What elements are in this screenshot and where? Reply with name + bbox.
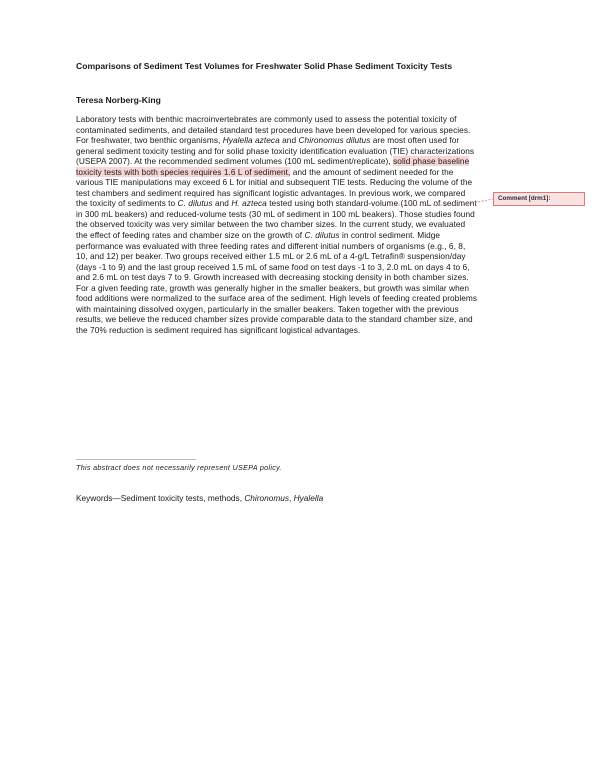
keywords-lead: Keywords—Sediment toxicity tests, methods, [76, 493, 245, 503]
comment-label: Comment [drm1]: [498, 195, 551, 202]
footnote-text: This abstract does not necessarily represent USEPA policy. [76, 463, 282, 472]
species-name: Hyalella azteca [222, 135, 280, 146]
abstract-text: and [212, 198, 232, 209]
species-name: H. azteca [231, 198, 267, 209]
species-name: Chironomus dilutus [298, 135, 371, 146]
keyword-item: Hyalella [293, 493, 324, 503]
comment-balloon[interactable] [493, 192, 585, 206]
species-name: C. dilutus [304, 230, 340, 241]
abstract-text: in control sediment. Midge performance was evaluated with three feeding rates and different initial numbers of organisms (e.g., 6, 8, 10, and 12) per beaker. Two groups received either 1.5 mL or 2.6 mL of a 4-g/L Tetrafin® suspension/day (days -1 to 9) and the last group received 1.5 mL of same food on test days -1 to 3, 2.0 mL on days 4 to 6, and 2.6 mL on test days 7 to 9. Growth increased with decreasing stocking density in both chamber sizes. For a given feeding rate, growth was generally higher in the smaller beakers, but growth was similar when food additions were normalized to the surface area of the sediment. High levels of feeding created problems with maintaining dissolved oxygen, particularly in the smaller beakers. Taken together with the previous results, we believe the reduced chamber sizes provide comparable data to the standard chamber size, and the 70% reduction is sediment required has significant logistical advantages. [76, 230, 478, 335]
species-name: C. dilutus [177, 198, 213, 209]
keywords-line [76, 493, 323, 504]
keyword-separator: , [289, 493, 294, 503]
document-title: Comparisons of Sediment Test Volumes for Freshwater Solid Phase Sediment Toxicity Tests [76, 61, 453, 71]
keyword-item: Chironomus [244, 493, 290, 503]
author-name: Teresa Norberg-King [76, 95, 161, 105]
abstract-text: and the amount of sediment needed for the various TIE manipulations may exceed 6 L for initial and subsequent TIE tests. Reducing the volume of the test chambers and sediment required has significant logistic advantages. In previous work, we compared the toxicity of sediments to [76, 166, 473, 209]
abstract-text: are most often used for general sediment toxicity testing and for solid phase toxicity identification evaluation (TIE) characterizations (USEPA 2007). At the recommended sediment volumes (100 mL sediment/replicate), [76, 135, 475, 167]
footnote-divider [76, 459, 196, 460]
abstract-text: and [279, 135, 299, 146]
abstract-paragraph [76, 114, 478, 335]
abstract-text: tested using both standard-volume (100 mL of sediment in 300 mL beakers) and reduced-volume tests (30 mL of sediment in 100 mL beakers). Those studies found the observed toxicity was very similar between the two chamber sizes. In the current study, we evaluated the effect of feeding rates and chamber size on the growth of [76, 198, 477, 241]
highlighted-comment-text[interactable]: solid phase baseline toxicity tests with both species requires 1.6 L of sediment, [76, 156, 470, 177]
abstract-text: Laboratory tests with benthic macroinvertebrates are commonly used to assess the potential toxicity of contaminated sediments, and detailed standard test procedures have been developed for various species. For freshwater, two benthic organisms, [76, 114, 471, 146]
abstract-body [76, 114, 478, 335]
